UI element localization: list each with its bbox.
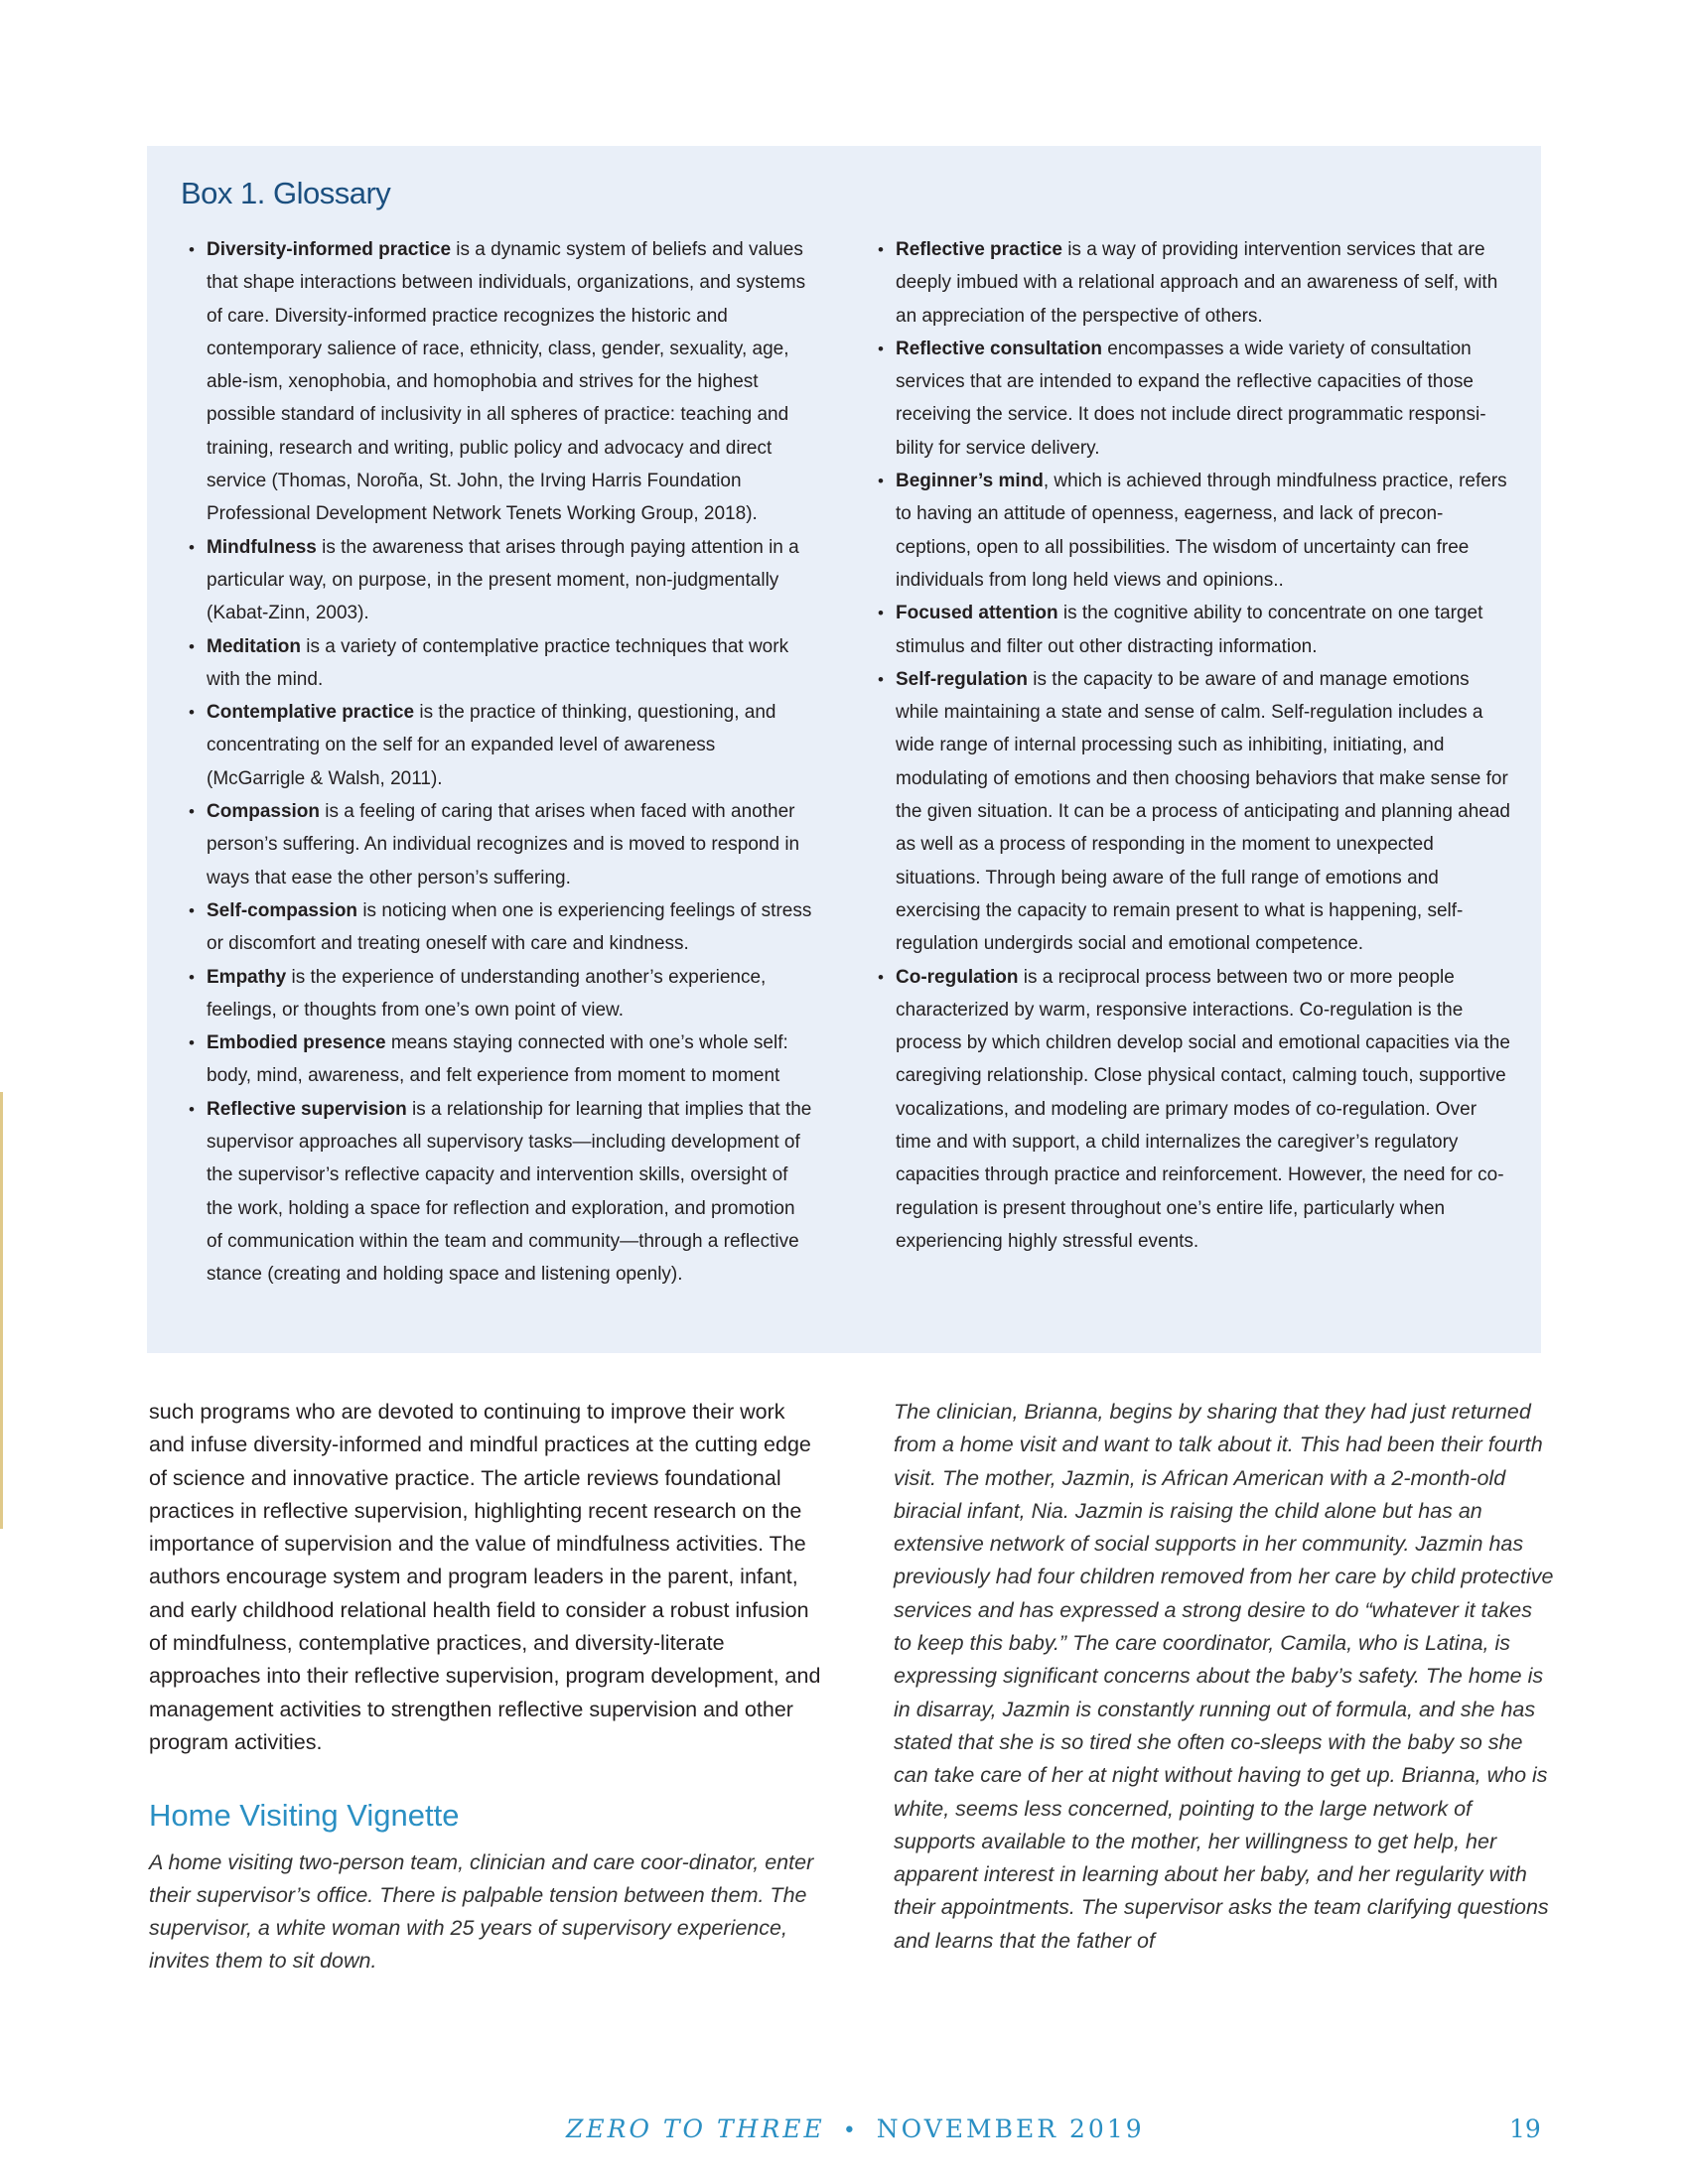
glossary-definition: is a feeling of caring that arises when faced with another person’s suffering. An individual recognizes and is moved to respond in ways that ease the other person’s suffering. [207,801,800,888]
glossary-term: Diversity-informed practice [207,239,452,260]
glossary-entry [189,1026,814,1093]
glossary-term: Meditation [207,635,301,657]
body-paragraph: such programs who are devoted to continuing to improve their work and infuse diversity-informed and mindful practices at the cutting edge of science and innovative practice. The article reviews foundational practices in reflective supervision, highlighting recent research on the importance of supervision and the value of mindfulness activities. The authors encourage system and program leaders in the parent, infant, and early childhood relational health field to consider a robust infusion of mindfulness, contemplative practices, and diversity-literate approaches into their reflective supervision, program development, and management activities to strengthen reflective supervision and other program activities. [149,1400,821,1754]
glossary-definition: means staying connected with one’s whole self: body, mind, awareness, and felt experience from moment to moment [207,1032,788,1087]
glossary-definition: is a reciprocal process between two or more people characterized by warm, responsive interactions. Co-regulation is the process by which children develop social and emotional capacities via the caregiving relationship. Close physical contact, calming touch, supportive vocalizations, and modeling are primary modes of co-regulation. Over time and with support, a child internalizes the caregiver’s regulatory capacities through practice and reinforcement. However, the need for co-regulation is present throughout one’s entire life, particularly when experiencing highly stressful events. [896,966,1510,1252]
glossary-entry [189,961,814,1027]
page-footer [0,2115,1688,2154]
glossary-entry [189,531,814,630]
glossary-entry [878,233,1513,333]
glossary-entry [878,465,1513,597]
glossary-definition: encompasses a wide variety of consultation services that are intended to expand the reflective capacities of those receiving the service. It does not include direct programmatic responsi-bility for service delivery. [896,338,1486,459]
publication-name: ZERO TO THREE [566,2115,825,2143]
vignette-paragraph: The clinician, Brianna, begins by sharing that they had just returned from a home visit and want to talk about it. This had been their fourth visit. The mother, Jazmin, is African American with a 2-month-old biracial infant, Nia. Jazmin is raising the child alone but has an extensive network of social supports in her community. Jazmin has previously had four children removed from her care by child protective services and has expressed a strong desire to do “whatever it takes to keep this baby.” The care coordinator, Camila, who is Latina, is expressing significant concerns about the baby’s safety. The home is in disarray, Jazmin is constantly running out of formula, and she has stated that she is so tired she often co-sleeps with the baby so she can take care of her at night without having to get up. Brianna, who is white, seems less concerned, pointing to the large network of supports available to the mother, her willingness to get help, her apparent interest in learning about her baby, and her regularity with their appointments. The supervisor asks the team clarifying questions and learns that the father of [894,1400,1554,1953]
glossary-term: Beginner’s mind [896,471,1044,492]
glossary-term: Reflective consultation [896,338,1102,359]
glossary-entry [878,333,1513,465]
glossary-definition: is the practice of thinking, questioning, and concentrating on the self for an expanded level of awareness (McGarrigle & Walsh, 2011). [207,702,776,789]
glossary-term: Co-regulation [896,966,1019,988]
glossary-definition: is the cognitive ability to concentrate on one target stimulus and filter out other distracting information. [896,603,1483,657]
glossary-term: Reflective supervision [207,1098,407,1120]
glossary-entry [878,597,1513,663]
glossary-definition: is the experience of understanding another’s experience, feelings, or thoughts from one’s own point of view. [207,966,767,1021]
glossary-right-column [878,233,1513,1258]
glossary-entry [878,961,1513,1259]
vignette-intro: A home visiting two-person team, clinician and care coor-dinator, enter their supervisor’s office. There is palpable tension between them. The supervisor, a white woman with 25 years of supervisory experience, invites them to sit down. [149,1849,814,1974]
glossary-entry [189,233,814,531]
glossary-entry [189,630,814,697]
glossary-title: Box 1. Glossary [181,176,391,210]
glossary-definition: is a dynamic system of beliefs and values that shape interactions between individuals, organizations, and systems of care. Diversity-informed practice recognizes the historic and contemporary salience of race, ethnicity, class, gender, sexuality, age, able-ism, xenophobia, and homophobia and strives for the highest possible standard of inclusivity in all spheres of practice: teaching and training, research and writing, public policy and advocacy and direct service (Thomas, Noroña, St. John, the Irving Harris Foundation Professional Development Network Tenets Working Group, 2018). [207,239,806,525]
body-left-column [149,1396,824,1979]
glossary-definition: is the awareness that arises through paying attention in a particular way, on purpose, in the present moment, non-judgmentally (Kabat-Zinn, 2003). [207,536,799,624]
glossary-entry [189,696,814,795]
glossary-term: Empathy [207,966,287,988]
glossary-definition: is a way of providing intervention services that are deeply imbued with a relational approach and an awareness of self, with an appreciation of the perspective of others. [896,239,1498,327]
glossary-entry [189,795,814,894]
glossary-definition: , which is achieved through mindfulness practice, refers to having an attitude of openness, eagerness, and lack of precon-ceptions, open to all possibilities. The wisdom of uncertainty can free individuals from long held views and opinions.. [896,471,1507,591]
glossary-definition: is a relationship for learning that implies that the supervisor approaches all supervisory tasks—including development of the supervisor’s reflective capacity and intervention skills, oversight of the work, holding a space for reflection and exploration, and promotion of communication within the team and community—through a reflective stance (creating and holding space and listening openly). [207,1098,812,1286]
glossary-entry [189,1093,814,1292]
glossary-box [147,146,1541,1353]
glossary-term: Self-compassion [207,899,358,921]
footer-masthead [566,2115,1145,2143]
glossary-definition: is noticing when one is experiencing feelings of stress or discomfort and treating oneself with care and kindness. [207,899,812,955]
glossary-term: Focused attention [896,603,1058,624]
issue-date: NOVEMBER 2019 [876,2115,1145,2143]
page-number: 19 [1509,2115,1541,2143]
body-right-column [894,1396,1554,1958]
glossary-term: Compassion [207,801,321,823]
glossary-term: Contemplative practice [207,702,415,724]
glossary-term: Mindfulness [207,536,317,558]
glossary-left-column [189,233,814,1292]
glossary-term: Embodied presence [207,1032,386,1054]
glossary-term: Self-regulation [896,668,1029,690]
glossary-term: Reflective practice [896,239,1062,260]
glossary-entry [878,663,1513,961]
footer-separator: • [842,2118,859,2143]
glossary-definition: is a variety of contemplative practice techniques that work with the mind. [207,635,789,690]
section-heading: Home Visiting Vignette [149,1798,460,1834]
page-edge-mark [0,1092,3,1529]
glossary-entry [189,894,814,961]
glossary-definition: is the capacity to be aware of and manage emotions while maintaining a state and sense of calm. Self-regulation includes a wide range of internal processing such as inhibiting, initiating, and modulating of emotions and then choosing behaviors that make sense for the given situation. It can be a process of anticipating and planning ahead as well as a process of responding in the moment to unexpected situations. Through being aware of the full range of emotions and exercising the capacity to remain present to what is happening, self-regulation undergirds social and emotional competence. [896,668,1510,955]
